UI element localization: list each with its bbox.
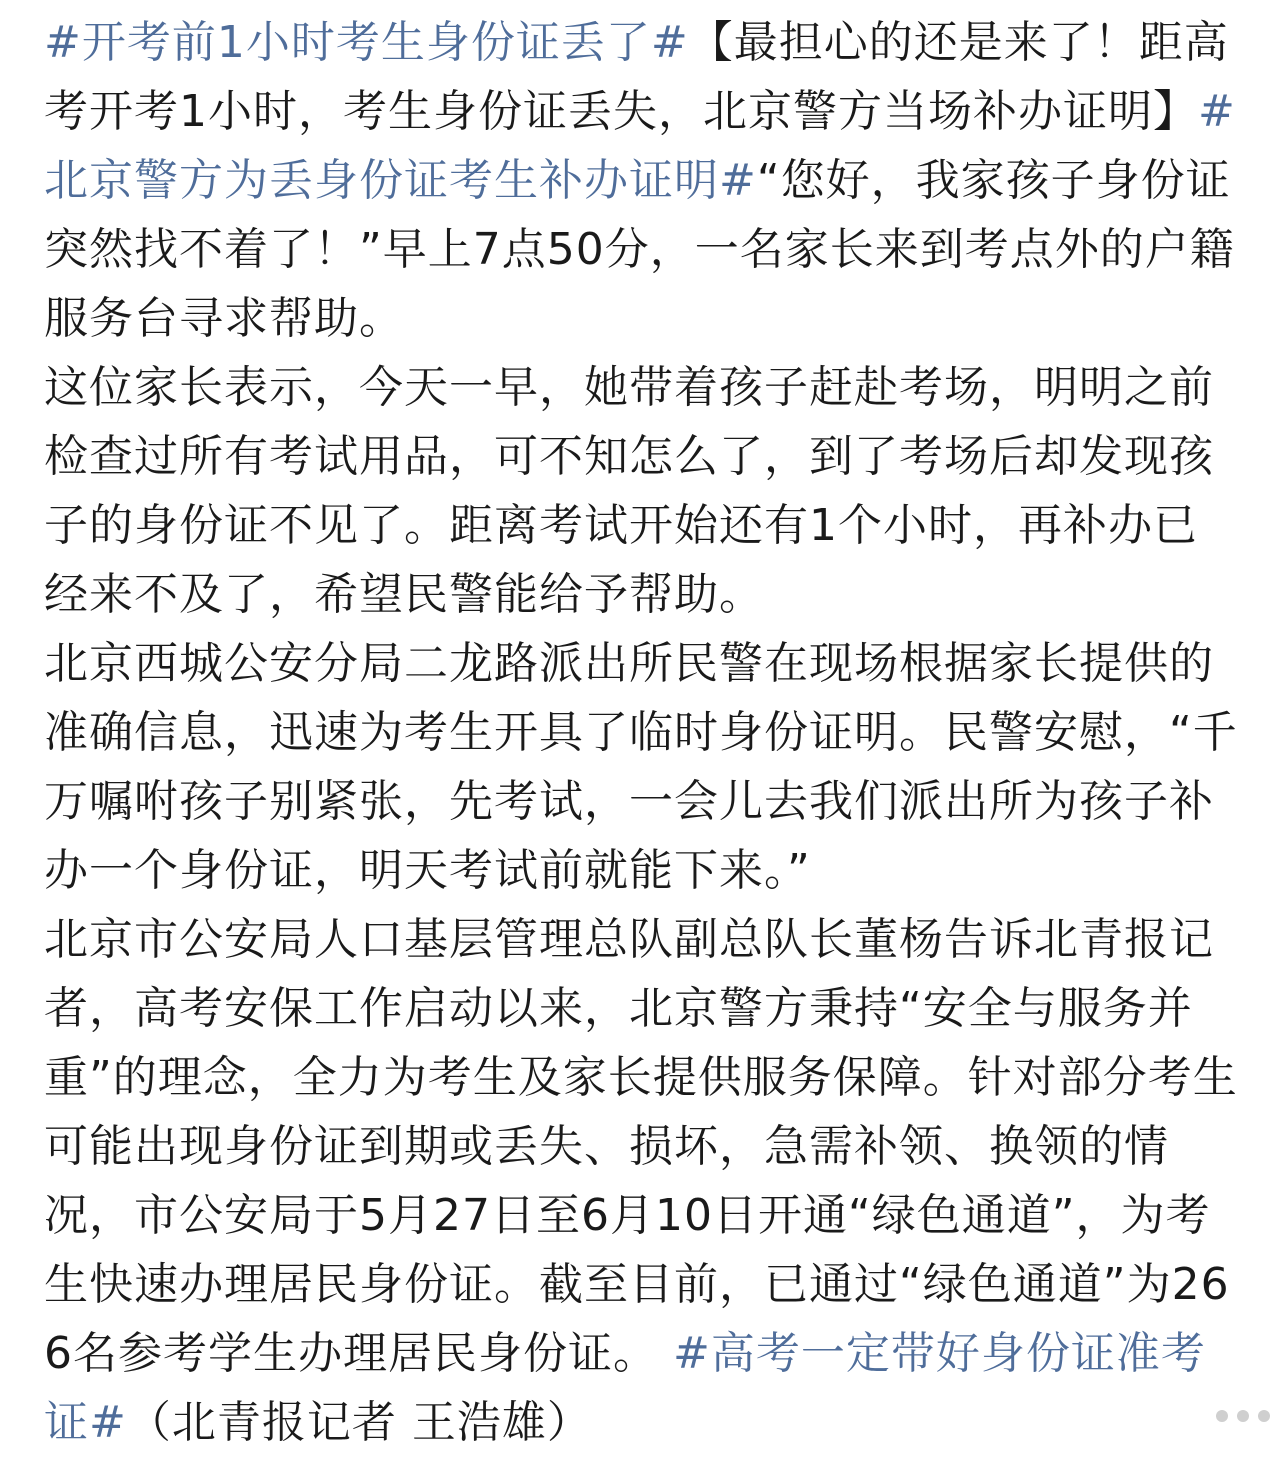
post-body bbox=[44, 8, 1240, 1457]
hashtag-bring-id[interactable]: #高考一定带好身份证准考证# bbox=[44, 1328, 1206, 1448]
paragraph-1-text: “您好，我家孩子身份证突然找不着了！”早上7点50分，一名家长来到考点外的户籍服务台寻求帮助。 bbox=[44, 155, 1235, 344]
hashtag-exam-id-lost[interactable]: #开考前1小时考生身份证丢了# bbox=[44, 17, 689, 68]
byline: （北青报记者 王浩雄） bbox=[126, 1397, 592, 1448]
hashtag-police-certificate[interactable]: #北京警方为丢身份证考生补办证明# bbox=[44, 86, 1236, 206]
paragraph-1 bbox=[44, 8, 1240, 353]
dot bbox=[1216, 1410, 1228, 1422]
dot bbox=[1258, 1410, 1270, 1422]
paragraph-2: 这位家长表示，今天一早，她带着孩子赶赴考场，明明之前检查过所有考试用品，可不知怎么了，到了考场后却发现孩子的身份证不见了。距离考试开始还有1个小时，再补办已经来不及了，希望民警能给予帮助。 bbox=[44, 362, 1214, 620]
more-dots-icon[interactable] bbox=[1216, 1405, 1270, 1427]
dot bbox=[1237, 1410, 1249, 1422]
paragraph-4-text: 北京市公安局人口基层管理总队副总队长董杨告诉北青报记者，高考安保工作启动以来，北京警方秉持“安全与服务并重”的理念，全力为考生及家长提供服务保障。针对部分考生可能出现身份证到期或丢失、损坏，急需补领、换领的情况，市公安局于5月27日至6月10日开通“绿色通道”，为考生快速办理居民身份证。截至目前，已通过“绿色通道”为266名参考学生办理居民身份证。 bbox=[44, 914, 1238, 1379]
paragraph-4 bbox=[44, 905, 1240, 1457]
paragraph-3: 北京西城公安分局二龙路派出所民警在现场根据家长提供的准确信息，迅速为考生开具了临时身份证明。民警安慰，“千万嘱咐孩子别紧张，先考试，一会儿去我们派出所为孩子补办一个身份证，明天考试前就能下来。” bbox=[44, 638, 1238, 896]
headline-text: 【最担心的还是来了！距高考开考1小时，考生身份证丢失，北京警方当场补办证明】 bbox=[44, 17, 1229, 137]
